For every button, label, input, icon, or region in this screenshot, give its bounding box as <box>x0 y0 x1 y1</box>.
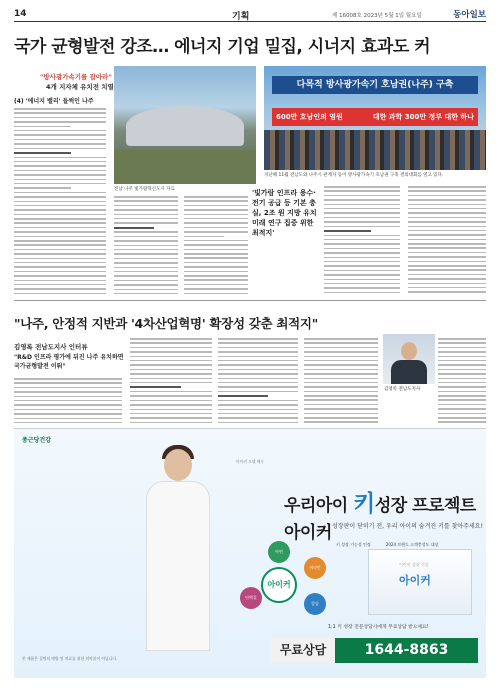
interview-column-2 <box>130 338 212 424</box>
ad-brand-logo: 종근당건강 <box>22 437 51 444</box>
ad-title-highlight: 키 <box>353 491 375 517</box>
pull-quote-text: '빛가람 인프라 용수·전기 공급 등 기본 충실, 2조 원 지방 유치 미래 연구 집중 위한 최적지' <box>252 189 317 237</box>
article-column-3 <box>184 196 248 294</box>
ad-hub-logo: 아이커 <box>261 567 297 603</box>
interview-column-3 <box>218 338 298 424</box>
article-subhead: 4개 지자체 유치전 치열 <box>46 83 114 91</box>
ad-circle-3: 칼슘 <box>304 593 326 615</box>
pull-quote <box>252 188 317 238</box>
main-headline: 국가 균형발전 강조… 에너지 기업 밀집, 시너지 효과도 커 <box>14 37 431 57</box>
ad-circle-2: 비타민 <box>304 557 326 579</box>
article-column-4 <box>324 186 400 294</box>
interview-column-4 <box>304 338 378 424</box>
governor-portrait <box>383 334 435 384</box>
portrait-caption: 김영록 전남도지사 <box>384 387 421 392</box>
dateline: 제 16008호 2023년 5월 1일 월요일 <box>332 13 422 19</box>
photo-a-caption: 전남 나주 빛가람혁신도시 자료 <box>114 187 175 192</box>
ad-promo: 1:1 키 성장 전문상담사에게 무료상담 받으세요! <box>328 625 429 630</box>
photo-nanju-innovation-city <box>114 66 256 184</box>
photo-rally-banner <box>264 66 486 170</box>
ad-badge-2: 2024 브랜드 고객충성도 대상 <box>385 542 439 547</box>
ad-title-prefix: 우리아이 <box>284 496 348 516</box>
photo-b-caption: 지난해 11월 전남도와 나주시 관계자 등이 방사광가속기 호남권 구축 결의대회를 열고 있다. <box>264 173 444 178</box>
advertisement <box>14 428 486 678</box>
article-kicker: "방사광가속기를 잡아라" <box>40 73 112 81</box>
ad-product-label: 아이커 <box>399 574 431 587</box>
ad-circle-1: 아연 <box>268 541 290 563</box>
ad-tagline: 성장판이 닫히기 전, 우리 아이의 숨겨진 키를 찾아주세요! <box>332 523 483 530</box>
interview-headline: "나주, 안정적 지반과 '4차산업혁명' 확장성 갖춘 최적지" <box>14 316 318 331</box>
section-name: 기획 <box>232 12 250 22</box>
article-column-2 <box>114 196 178 294</box>
ad-badges <box>336 531 448 550</box>
photo-b-banner-top: 다목적 방사광가속기 호남권(나주) 구축 <box>272 76 478 94</box>
ad-model-photo <box>142 449 214 649</box>
banner-b-left-text: 600만 호남인의 염원 <box>276 113 343 121</box>
ad-product-sub: 어린이 성장 건강 <box>399 562 429 567</box>
ad-model-signature: 아이커 모델 배우 <box>236 459 265 464</box>
ad-footer-note: 본 제품은 질병의 예방 및 치료를 위한 의약품이 아닙니다. <box>22 656 118 661</box>
section-divider <box>14 300 486 301</box>
article-series-label: (4) '에너지 밸리' 들썩인 나주 <box>14 98 94 105</box>
masthead <box>14 10 486 22</box>
banner-b-right-text: 대한 과학 300만 정부 대한 하나 <box>372 113 474 121</box>
article-column-5 <box>408 186 486 294</box>
interview-name-line: 김영록 전남도지사 인터뷰 <box>14 343 88 351</box>
article-column-1 <box>14 108 106 294</box>
ad-badge-1: 키 성장 기능성 인정 <box>336 542 371 547</box>
ad-phone-number[interactable]: 1644-8863 <box>335 638 478 663</box>
ad-circle-4: 단백질 <box>240 587 262 609</box>
photo-b-banner-bottom <box>272 108 478 126</box>
interview-column-5 <box>438 338 486 424</box>
ad-product-box <box>368 549 472 615</box>
ad-title-suffix: 성장 프로젝트 아이커 <box>284 496 476 543</box>
ad-consult-label: 무료상담 <box>271 638 335 663</box>
interview-column-1 <box>14 378 122 424</box>
interview-subhead: "R&D 인프라 평가에 뒤진 나주 유치하면 국가균형발전 이뤄" <box>14 354 124 370</box>
newspaper-logo: 동아일보 <box>453 10 486 20</box>
page-number: 14 <box>14 9 27 19</box>
